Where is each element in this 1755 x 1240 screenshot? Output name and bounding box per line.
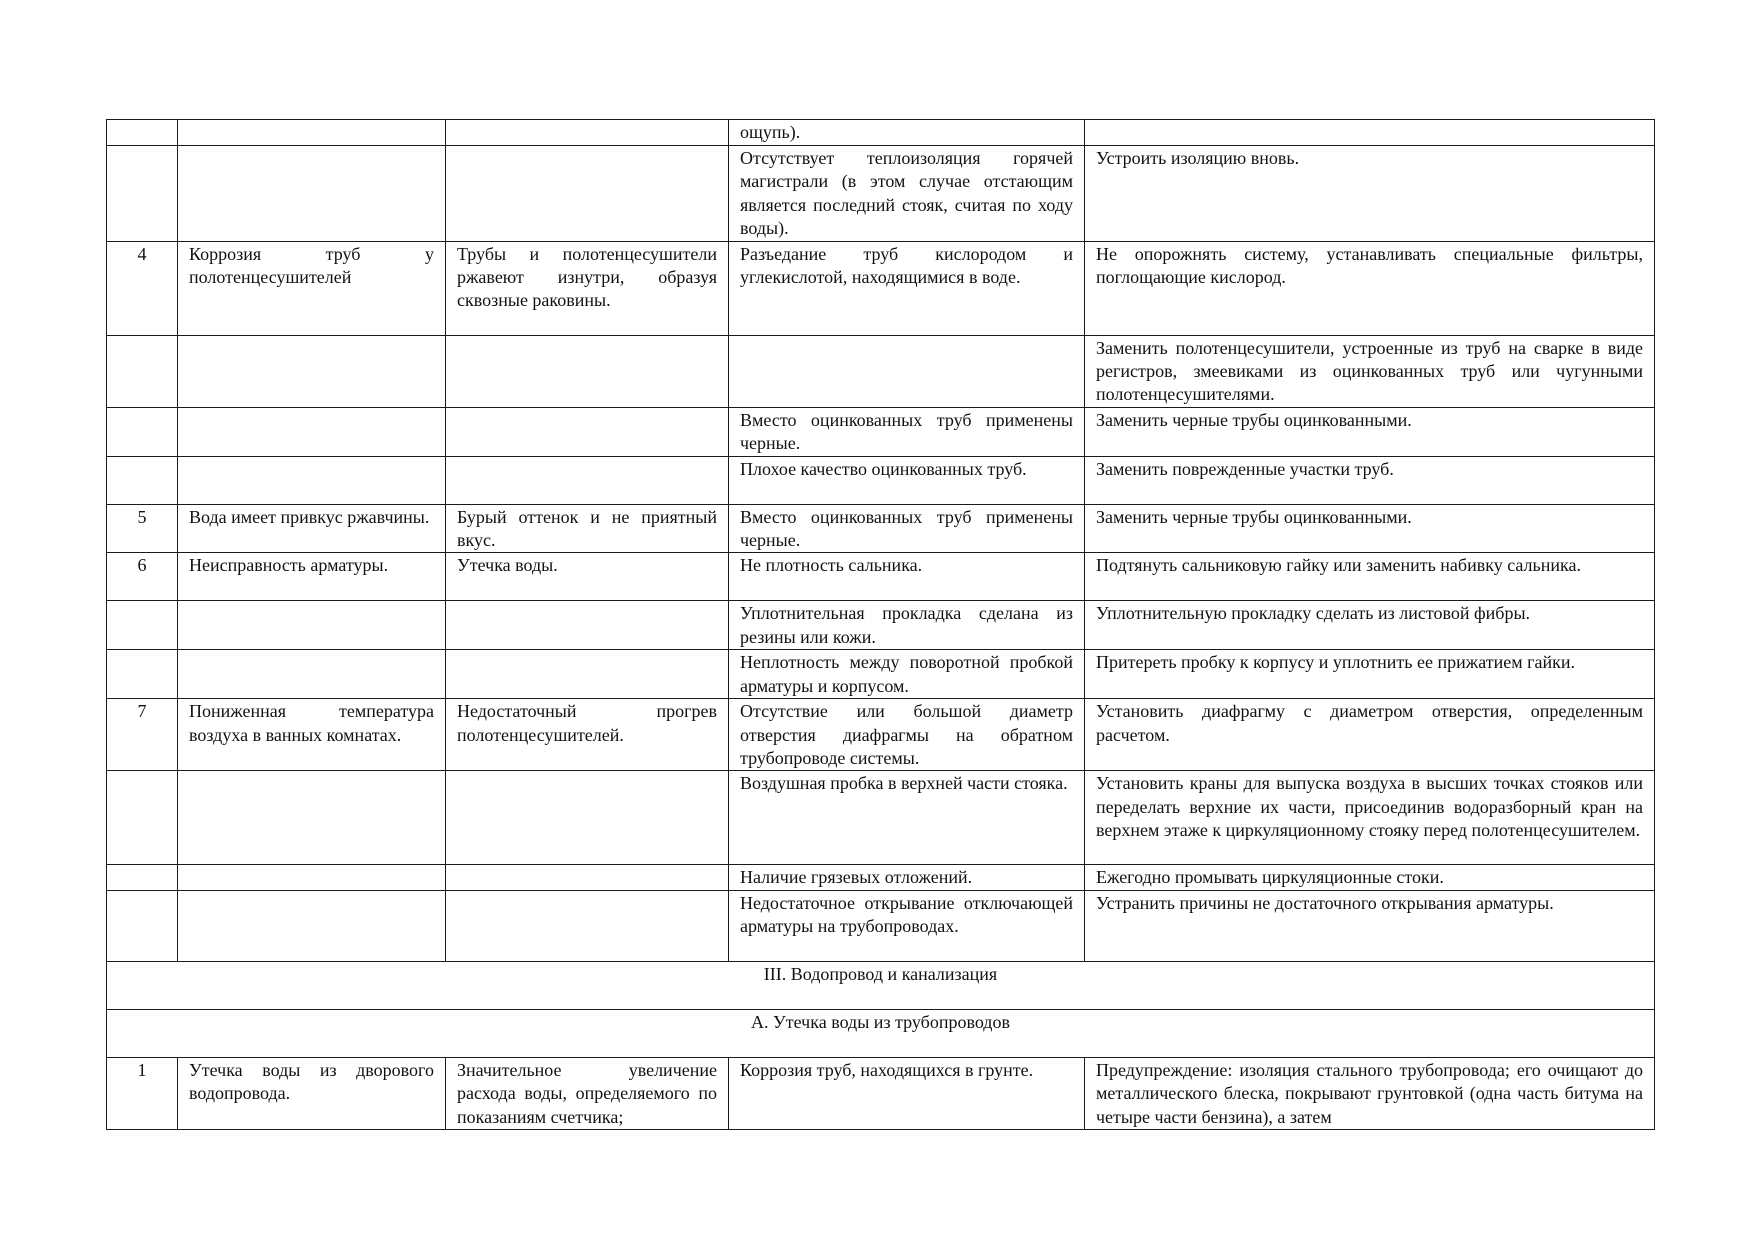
fix-cell: Ежегодно промывать циркуляционные стоки.	[1085, 865, 1655, 890]
sign-cell	[446, 146, 729, 242]
problem-cell	[178, 771, 446, 865]
problem-cell	[178, 601, 446, 650]
cause-cell: Вместо оцинкованных труб применены черные.	[729, 504, 1085, 553]
table-row	[107, 407, 1655, 456]
fix-cell: Устранить причины не достаточного открывания арматуры.	[1085, 890, 1655, 961]
table-row	[107, 865, 1655, 890]
table-row	[107, 335, 1655, 407]
sign-cell	[446, 865, 729, 890]
fix-cell: Не опорожнять систему, устанавливать специальные фильтры, поглощающие кислород.	[1085, 241, 1655, 335]
fix-cell: Заменить полотенцесушители, устроенные из труб на сварке в виде регистров, змеевиками из оцинкованных труб или чугунными полотенцесушителями.	[1085, 335, 1655, 407]
table-row	[107, 601, 1655, 650]
sign-cell	[446, 456, 729, 504]
fix-cell: Устроить изоляцию вновь.	[1085, 146, 1655, 242]
cause-cell: ощупь).	[729, 120, 1085, 146]
problem-cell: Пониженная температура воздуха в ванных комнатах.	[178, 699, 446, 771]
table-row	[107, 146, 1655, 242]
fix-cell: Заменить поврежденные участки труб.	[1085, 456, 1655, 504]
problem-cell	[178, 890, 446, 961]
sign-cell	[446, 120, 729, 146]
row-number	[107, 335, 178, 407]
problem-cell	[178, 407, 446, 456]
row-number	[107, 771, 178, 865]
problem-cell	[178, 865, 446, 890]
section-title: III. Водопровод и канализация	[107, 961, 1655, 1009]
cause-cell: Не плотность сальника.	[729, 553, 1085, 601]
table-row	[107, 890, 1655, 961]
sign-cell	[446, 601, 729, 650]
row-number: 1	[107, 1057, 178, 1129]
subsection-row	[107, 1009, 1655, 1057]
row-number: 4	[107, 241, 178, 335]
sign-cell: Трубы и полотенцесушители ржавеют изнутри, образуя сквозные раковины.	[446, 241, 729, 335]
cause-cell: Воздушная пробка в верхней части стояка.	[729, 771, 1085, 865]
sign-cell: Утечка воды.	[446, 553, 729, 601]
sign-cell	[446, 650, 729, 699]
row-number	[107, 407, 178, 456]
row-number: 7	[107, 699, 178, 771]
row-number: 6	[107, 553, 178, 601]
cause-cell: Отсутствует теплоизоляция горячей магистрали (в этом случае отстающим является последний стояк, считая по ходу воды).	[729, 146, 1085, 242]
fix-cell: Подтянуть сальниковую гайку или заменить набивку сальника.	[1085, 553, 1655, 601]
cause-cell: Наличие грязевых отложений.	[729, 865, 1085, 890]
problem-cell: Неисправность арматуры.	[178, 553, 446, 601]
fix-cell: Установить краны для выпуска воздуха в высших точках стояков или переделать верхние их части, присоединив водоразборный кран на верхнем этаже к циркуляционному стояку перед полотенцесушителем.	[1085, 771, 1655, 865]
table-row	[107, 650, 1655, 699]
cause-cell: Коррозия труб, находящихся в грунте.	[729, 1057, 1085, 1129]
fix-cell: Предупреждение: изоляция стального трубопровода; его очищают до металлического блеска, покрывают грунтовкой (одна часть битума на четыре части бензина), а затем	[1085, 1057, 1655, 1129]
problem-cell: Вода имеет привкус ржавчины.	[178, 504, 446, 553]
problem-cell	[178, 146, 446, 242]
problem-cell	[178, 335, 446, 407]
fix-cell: Заменить черные трубы оцинкованными.	[1085, 407, 1655, 456]
cause-cell: Недостаточное открывание отключающей арматуры на трубопроводах.	[729, 890, 1085, 961]
fix-cell: Заменить черные трубы оцинкованными.	[1085, 504, 1655, 553]
fix-cell: Уплотнительную прокладку сделать из листовой фибры.	[1085, 601, 1655, 650]
cause-cell: Уплотнительная прокладка сделана из резины или кожи.	[729, 601, 1085, 650]
sign-cell	[446, 771, 729, 865]
subsection-title: А. Утечка воды из трубопроводов	[107, 1009, 1655, 1057]
problem-cell	[178, 650, 446, 699]
row-number	[107, 890, 178, 961]
table-row	[107, 771, 1655, 865]
section-row	[107, 961, 1655, 1009]
table-row	[107, 120, 1655, 146]
row-number	[107, 146, 178, 242]
row-number	[107, 650, 178, 699]
sign-cell: Значительное увеличение расхода воды, определяемого по показаниям счетчика;	[446, 1057, 729, 1129]
table-row	[107, 1057, 1655, 1129]
row-number	[107, 601, 178, 650]
table-row	[107, 504, 1655, 553]
fix-cell: Притереть пробку к корпусу и уплотнить ее прижатием гайки.	[1085, 650, 1655, 699]
cause-cell: Плохое качество оцинкованных труб.	[729, 456, 1085, 504]
problem-cell: Коррозия труб у полотенцесушителей	[178, 241, 446, 335]
fix-cell: Установить диафрагму с диаметром отверстия, определенным расчетом.	[1085, 699, 1655, 771]
table-row	[107, 699, 1655, 771]
document-page	[106, 119, 1654, 1130]
table-row	[107, 456, 1655, 504]
cause-cell: Разъедание труб кислородом и углекислотой, находящимися в воде.	[729, 241, 1085, 335]
table-row	[107, 241, 1655, 335]
problem-cell: Утечка воды из дворового водопровода.	[178, 1057, 446, 1129]
sign-cell	[446, 407, 729, 456]
cause-cell: Неплотность между поворотной пробкой арматуры и корпусом.	[729, 650, 1085, 699]
sign-cell: Недостаточный прогрев полотенцесушителей.	[446, 699, 729, 771]
sign-cell	[446, 890, 729, 961]
row-number	[107, 865, 178, 890]
malfunction-table	[106, 119, 1655, 1130]
row-number: 5	[107, 504, 178, 553]
fix-cell	[1085, 120, 1655, 146]
row-number	[107, 120, 178, 146]
sign-cell: Бурый оттенок и не приятный вкус.	[446, 504, 729, 553]
cause-cell	[729, 335, 1085, 407]
cause-cell: Отсутствие или большой диаметр отверстия диафрагмы на обратном трубопроводе системы.	[729, 699, 1085, 771]
table-row	[107, 553, 1655, 601]
cause-cell: Вместо оцинкованных труб применены черные.	[729, 407, 1085, 456]
row-number	[107, 456, 178, 504]
sign-cell	[446, 335, 729, 407]
problem-cell	[178, 120, 446, 146]
problem-cell	[178, 456, 446, 504]
